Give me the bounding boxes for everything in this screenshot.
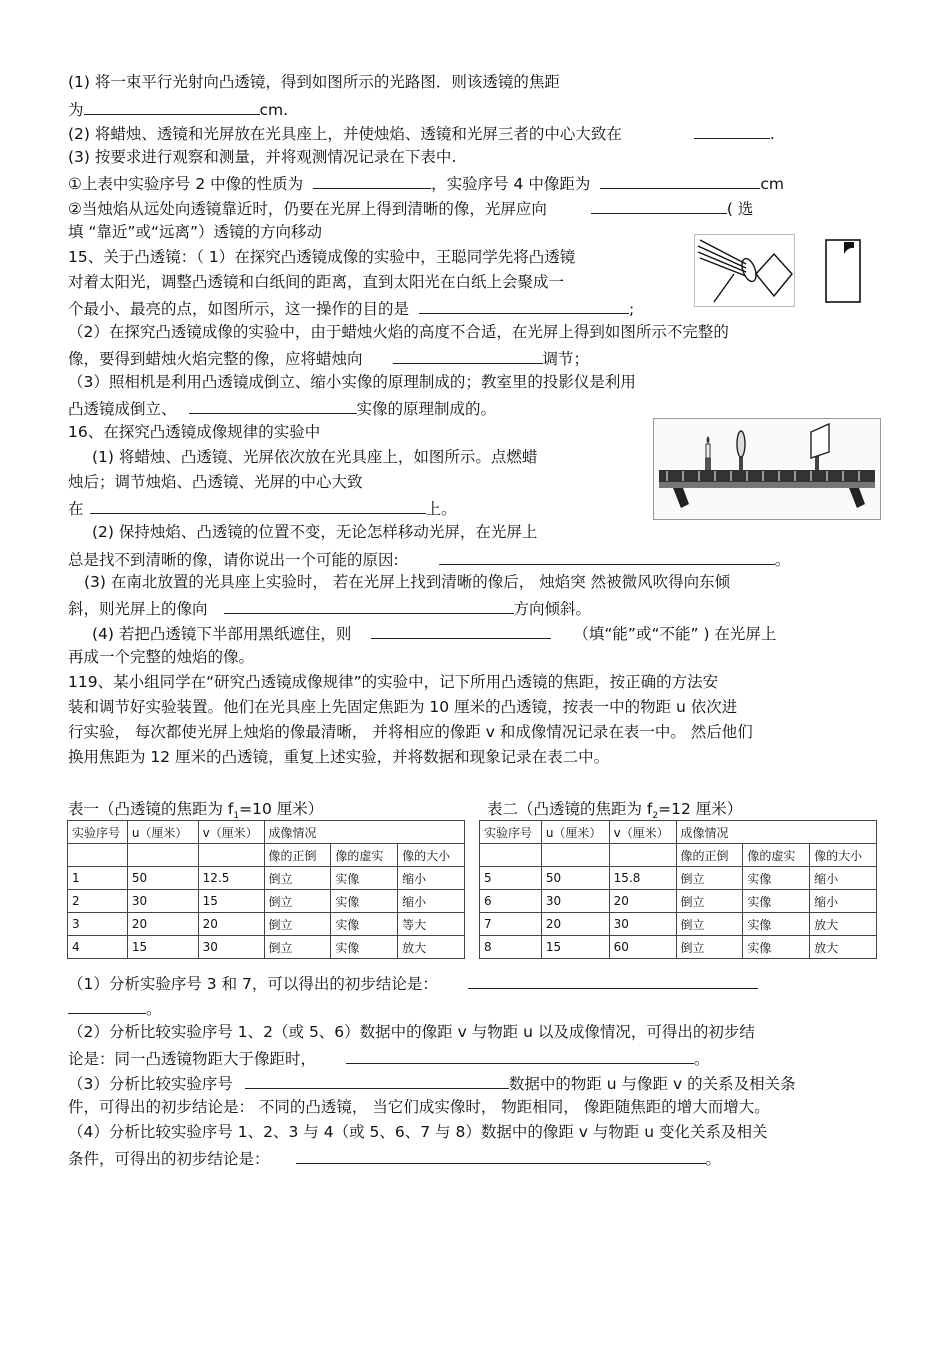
table-cell: 7	[480, 913, 542, 936]
q16-line-2: (1) 将蜡烛、凸透镜、光屏依次放在光具座上，如图所示。点燃蜡	[92, 448, 538, 466]
analysis-3b-text: 数据中的物距 u 与像距 v 的关系及相关条	[508, 1075, 796, 1093]
analysis-2-end: 。	[694, 1050, 710, 1068]
table-cell: 2	[68, 890, 128, 913]
table-row	[480, 867, 877, 890]
intro-line-5-a: ①上表中实验序号 2 中像的性质为	[68, 175, 304, 193]
complete-image-blank[interactable]	[371, 622, 551, 639]
table-cell: 4	[68, 936, 128, 959]
q16-line-10: 再成一个完整的烛焰的像。	[68, 648, 255, 666]
table-cell: 3	[68, 913, 128, 936]
table2-header-cell: v（厘米）	[609, 821, 676, 844]
q16-line-9-b: （填“能”或“不能” ) 在光屏上	[573, 625, 777, 643]
screen-direction-blank[interactable]	[591, 197, 727, 214]
image-distance-blank[interactable]	[600, 172, 760, 189]
table1-header-cell: u（厘米）	[127, 821, 198, 844]
table-cell: 20	[541, 913, 609, 936]
table-cell: 50	[541, 867, 609, 890]
q16-line-8-b: 方向倾斜。	[513, 600, 592, 618]
center-blank[interactable]	[90, 497, 426, 514]
q15-line-4: （2）在探究凸透镜成像的实验中，由于蜡烛火焰的高度不合适，在光屏上得到如图所示不完整的	[68, 323, 729, 341]
intro-line-3	[68, 122, 775, 144]
table1-caption	[68, 797, 323, 821]
table2-subheader-cell: 像的虚实	[743, 844, 810, 867]
center-height-blank[interactable]	[694, 122, 770, 139]
table-cell: 倒立	[264, 913, 331, 936]
table-cell: 实像	[743, 867, 810, 890]
table-row	[68, 936, 465, 959]
table1-caption-a: 表一（凸透镜的焦距为 f	[68, 800, 234, 818]
table-cell: 缩小	[810, 867, 877, 890]
table1-header-cell: 成像情况	[264, 821, 464, 844]
table-cell: 缩小	[810, 890, 877, 913]
incomplete-screen-figure	[826, 240, 860, 302]
table2-empty-cell	[541, 844, 609, 867]
table-cell: 实像	[331, 867, 398, 890]
q15-line-3	[68, 297, 634, 319]
q15-line-7-b: 实像的原理制成的。	[356, 400, 497, 418]
table2-caption-sub: 2	[652, 811, 659, 822]
table-row	[480, 913, 877, 936]
q16-line-6	[68, 548, 790, 570]
table2-header-cell: u（厘米）	[541, 821, 609, 844]
table-cell: 6	[480, 890, 542, 913]
table-row	[480, 890, 877, 913]
table-cell: 实像	[743, 936, 810, 959]
q16-line-3: 烛后；调节烛焰、凸透镜、光屏的中心大致	[68, 473, 363, 491]
table-cell: 缩小	[398, 890, 465, 913]
table-cell: 倒立	[676, 890, 743, 913]
q119-line-1: 119、某小组同学在“研究凸透镜成像规律”的实验中，记下所用凸透镜的焦距，按正确的方法安	[68, 673, 719, 691]
q15-line-7-a: 凸透镜成倒立、	[68, 400, 177, 418]
table2-subheader-cell: 像的正倒	[676, 844, 743, 867]
q119-line-2: 装和调节好实验装置。他们在光具座上先固定焦距为 10 厘米的凸透镜，按表一中的物距 u 依次进	[68, 698, 738, 716]
table2-caption-a: 表二（凸透镜的焦距为 f	[487, 800, 653, 818]
q15-line-7	[68, 397, 496, 419]
q16-line-1: 16、在探究凸透镜成像规律的实验中	[68, 423, 321, 441]
intro-line-5-b: ，实验序号 4 中像距为	[431, 175, 591, 193]
table2-caption-b: =12 厘米）	[658, 800, 743, 818]
analysis-4b	[68, 1147, 721, 1169]
conclusion-4-blank[interactable]	[296, 1147, 706, 1164]
conclusion-1-blank-cont[interactable]	[68, 997, 146, 1014]
q15-line-3-b: ;	[629, 300, 635, 318]
table-cell: 30	[541, 890, 609, 913]
focal-length-blank[interactable]	[84, 98, 260, 115]
table-cell: 实像	[331, 890, 398, 913]
q15-line-5-a: 像，要得到蜡烛火焰完整的像，应将蜡烛向	[68, 350, 363, 368]
q15-line-5-b: 调节；	[542, 350, 590, 368]
intro-line-2	[68, 98, 288, 120]
projector-image-blank[interactable]	[189, 397, 357, 414]
analysis-3a	[68, 1072, 796, 1094]
q16-line-9-a: (4) 若把凸透镜下半部用黑纸遮住，则	[92, 625, 352, 643]
tilt-direction-blank[interactable]	[224, 597, 514, 614]
table-cell: 实像	[743, 890, 810, 913]
table1	[67, 820, 465, 959]
q15-line-3-a: 个最小、最亮的点，如图所示，这一操作的目的是	[68, 300, 410, 318]
table-cell: 30	[198, 936, 264, 959]
optical-bench-figure	[653, 418, 881, 520]
analysis-2b-text: 论是：同一凸透镜物距大于像距时，	[68, 1050, 317, 1068]
table1-caption-b: =10 厘米）	[239, 800, 324, 818]
intro-line-3-text: (2) 将蜡烛、透镜和光屏放在光具座上，并使烛焰、透镜和光屏三者的中心大致在	[68, 125, 622, 143]
table-cell: 放大	[810, 936, 877, 959]
analysis-2b	[68, 1047, 710, 1069]
intro-line-4: (3) 按要求进行观察和测量，并将观测情况记录在下表中.	[68, 148, 457, 166]
table1-header-cell: v（厘米）	[198, 821, 264, 844]
table-cell: 30	[609, 913, 676, 936]
reason-blank[interactable]	[439, 548, 775, 565]
intro-line-6	[68, 197, 753, 219]
analysis-1	[68, 972, 758, 994]
q15-line-2: 对着太阳光，调整凸透镜和白纸间的距离，直到太阳光在白纸上会聚成一	[68, 273, 565, 291]
q16-line-4	[68, 497, 457, 519]
table-cell: 倒立	[264, 867, 331, 890]
table2-header-cell: 实验序号	[480, 821, 542, 844]
q16-line-8-a: 斜，则光屏上的像向	[68, 600, 208, 618]
table1-subheader-cell: 像的大小	[398, 844, 465, 867]
intro-line-6-b: ( 选	[726, 200, 754, 218]
intro-line-7: 填 “靠近”或“远离”）透镜的方向移动	[68, 223, 323, 241]
table1-subheader-cell: 像的虚实	[331, 844, 398, 867]
table-cell: 1	[68, 867, 128, 890]
table-row	[480, 936, 877, 959]
table-cell: 倒立	[264, 890, 331, 913]
table-cell: 8	[480, 936, 542, 959]
q16-line-8	[68, 597, 591, 619]
intro-line-6-a: ②当烛焰从远处向透镜靠近时，仍要在光屏上得到清晰的像，光屏应向	[68, 200, 547, 218]
table1-empty-cell	[68, 844, 128, 867]
table-cell: 20	[198, 913, 264, 936]
q16-line-4-b: 上。	[425, 500, 457, 518]
table1-subheader-cell: 像的正倒	[264, 844, 331, 867]
table-cell: 实像	[743, 913, 810, 936]
q16-line-7: (3) 在南北放置的光具座上实验时， 若在光屏上找到清晰的像后， 烛焰突 然被微风吹得向东倾	[84, 573, 731, 591]
analysis-4a: （4）分析比较实验序号 1、2、3 与 4（或 5、6、7 与 8）数据中的像距 v 与物距 u 变化关系及相关	[68, 1123, 768, 1141]
table-cell: 15	[127, 936, 198, 959]
lens-focus-figure	[694, 234, 874, 308]
q119-line-3: 行实验， 每次都使光屏上烛焰的像最清晰， 并将相应的像距 v 和成像情况记录在表一中。 然后他们	[68, 723, 753, 741]
table-cell: 倒立	[264, 936, 331, 959]
q119-line-4: 换用焦距为 12 厘米的凸透镜，重复上述实验，并将数据和现象记录在表二中。	[68, 748, 610, 766]
q15-line-6: （3）照相机是利用凸透镜成倒立、缩小实像的原理制成的；教室里的投影仪是利用	[68, 373, 636, 391]
intro-line-3-end: .	[769, 125, 775, 143]
table-cell: 放大	[398, 936, 465, 959]
table-cell: 5	[480, 867, 542, 890]
intro-line-5	[68, 172, 784, 194]
table-cell: 60	[609, 936, 676, 959]
intro-line-2-b: cm.	[259, 101, 289, 119]
table-cell: 15	[198, 890, 264, 913]
table-cell: 50	[127, 867, 198, 890]
purpose-blank[interactable]	[419, 297, 629, 314]
table-cell: 12.5	[198, 867, 264, 890]
table-cell: 等大	[398, 913, 465, 936]
table2-empty-cell	[609, 844, 676, 867]
q16-line-4-a: 在	[68, 500, 84, 518]
table2-subheader-cell: 像的大小	[810, 844, 877, 867]
analysis-3a-text: （3）分析比较实验序号	[68, 1075, 233, 1093]
table1-header-cell: 实验序号	[68, 821, 128, 844]
table2-caption	[487, 797, 742, 821]
table-cell: 倒立	[676, 913, 743, 936]
candle-direction-blank[interactable]	[393, 347, 543, 364]
table-cell: 实像	[331, 936, 398, 959]
conclusion-1-blank[interactable]	[468, 972, 758, 989]
q16-line-6-b: 。	[774, 551, 791, 569]
analysis-1-end: 。	[146, 1000, 162, 1018]
experiment-numbers-blank[interactable]	[245, 1072, 509, 1089]
table-cell: 倒立	[676, 936, 743, 959]
table-cell: 30	[127, 890, 198, 913]
table1-empty-cell	[198, 844, 264, 867]
table-cell: 实像	[331, 913, 398, 936]
analysis-2a: （2）分析比较实验序号 1、2（或 5、6）数据中的像距 v 与物距 u 以及成像情况，可得出的初步结	[68, 1023, 755, 1041]
q16-line-6-a: 总是找不到清晰的像，请你说出一个可能的原因:	[68, 551, 399, 569]
image-nature-blank[interactable]	[313, 172, 431, 189]
table-cell: 15.8	[609, 867, 676, 890]
table1-caption-sub: 1	[233, 811, 240, 822]
table-cell: 15	[541, 936, 609, 959]
conclusion-2-blank[interactable]	[346, 1047, 694, 1064]
table2-empty-cell	[480, 844, 542, 867]
table-cell: 倒立	[676, 867, 743, 890]
analysis-4b-text: 条件，可得出的初步结论是：	[68, 1150, 270, 1168]
table2-header-cell: 成像情况	[676, 821, 876, 844]
analysis-1-text: （1）分析实验序号 3 和 7，可以得出的初步结论是：	[68, 975, 438, 993]
table-row	[68, 867, 465, 890]
table-cell: 20	[127, 913, 198, 936]
table1-empty-cell	[127, 844, 198, 867]
q16-line-9	[92, 622, 776, 644]
q15-line-5	[68, 347, 589, 369]
table-cell: 20	[609, 890, 676, 913]
intro-line-2-a: 为	[68, 101, 84, 119]
analysis-3c: 件，可得出的初步结论是： 不同的凸透镜， 当它们成实像时， 物距相同， 像距随焦距的增大而增大。	[68, 1098, 770, 1116]
table2	[479, 820, 877, 959]
table-cell: 缩小	[398, 867, 465, 890]
table-row	[68, 913, 465, 936]
table-row	[68, 890, 465, 913]
analysis-4-end: 。	[705, 1150, 722, 1168]
intro-line-5-c: cm	[760, 175, 784, 193]
intro-line-1: (1) 将一束平行光射向凸透镜，得到如图所示的光路图．则该透镜的焦距	[68, 73, 560, 91]
q16-line-5: (2) 保持烛焰、凸透镜的位置不变，无论怎样移动光屏，在光屏上	[92, 523, 538, 541]
analysis-1-cont	[68, 997, 162, 1019]
q15-line-1: 15、关于凸透镜：（ 1）在探究凸透镜成像的实验中，王聪同学先将凸透镜	[68, 248, 576, 266]
table-cell: 放大	[810, 913, 877, 936]
